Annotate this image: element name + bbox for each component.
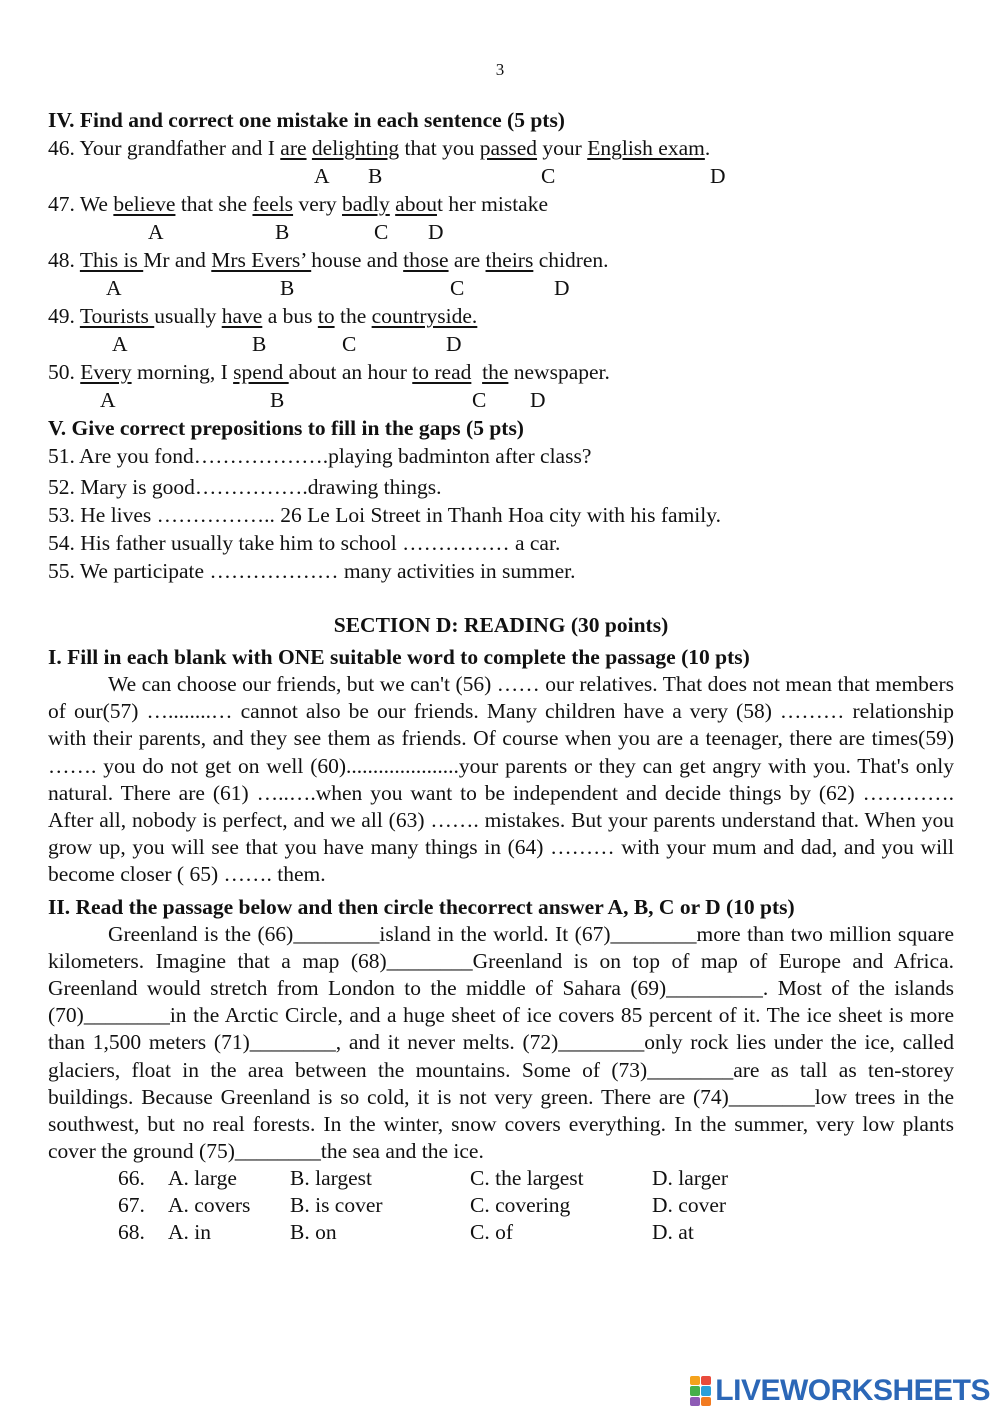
part4-heading: IV. Find and correct one mistake in each sentence (5 pts) xyxy=(48,108,565,132)
option-letter-b: B xyxy=(275,220,290,244)
option-letter-b: B xyxy=(368,164,383,188)
option-letter-a: A xyxy=(148,220,164,244)
option-d[interactable]: D. cover xyxy=(652,1193,727,1218)
question-49: 49. Tourists usually have a bus to the countryside. xyxy=(48,304,478,328)
option-a[interactable]: A. covers xyxy=(168,1193,251,1218)
option-a[interactable]: A. in xyxy=(168,1220,211,1245)
option-letter-b: B xyxy=(280,276,295,300)
option-letter-c: C xyxy=(450,276,465,300)
answer-options xyxy=(48,1165,954,1246)
question-50: 50. Every morning, I spend about an hour to read the newspaper. xyxy=(48,360,610,384)
reading-passage-1: We can choose our friends, but we can't (56) …… our relatives. That does not mean that members of our(57) …........… cannot also be our friends. Many children have a very (58) ……… relationship with their parents, and they see them as friends. Of course when you are a teenager, there are times(59) ……. you do not get on well (60).....................your parents or they can get angry with you. That's only natural. There are (61) …..….when you want to be independent and decide things by (62) …………. After all, nobody is perfect, and we all (63) ……. mistakes. But your parents understand that. When you grow up, you will see that you have many things in (64) ……… with your mum and dad, and you will become closer ( 65) ……. them. xyxy=(48,672,954,887)
option-letter-c: C xyxy=(342,332,357,356)
logo-tile xyxy=(690,1397,700,1406)
option-c[interactable]: C. of xyxy=(470,1220,513,1245)
options-row-68 xyxy=(48,1219,954,1246)
option-letter-d: D xyxy=(554,276,570,300)
underlined-c: badly xyxy=(342,192,390,216)
question-49-option-letters xyxy=(48,330,954,358)
option-a[interactable]: A. large xyxy=(168,1166,237,1191)
logo-tile xyxy=(690,1386,700,1395)
question-53: 53. He lives …………….. 26 Le Loi Street in Thanh Hoa city with his family. xyxy=(48,503,721,527)
question-number: 67. xyxy=(118,1193,145,1218)
question-47-option-letters xyxy=(48,218,954,246)
underlined-d: the xyxy=(482,360,509,384)
reading-passage-2: Greenland is the (66)________island in the world. It (67)________more than two million square kilometers. Imagine that a map (68)________Greenland is on top of map of Europe and Africa. Greenland would stretch from London to the middle of Sahara (69)_________. Most of the islands (70)________in the Arctic Circle, and a huge sheet of ice covers 85 percent of it. The ice sheet is more than 1,500 meters (71)________, and it never melts. (72)________only rock lies under the ice, called glaciers, float in the area between the mountains. Some of (73)________are as tall as ten-storey buildings. Because Greenland is so cold, it is not very green. There are (74)________low trees in the southwest, but no real forests. In the winter, snow covers everything. In the summer, very low plants cover the ground (75)________the sea and the ice. xyxy=(48,921,954,1164)
underlined-b: Mrs Evers’ xyxy=(211,248,312,272)
option-letter-c: C xyxy=(374,220,389,244)
underlined-d: English exam xyxy=(587,136,705,160)
underlined-c: those xyxy=(403,248,449,272)
logo-tiles-icon xyxy=(690,1376,711,1406)
option-letter-d: D xyxy=(428,220,444,244)
underlined-b: spend xyxy=(233,360,289,384)
option-letter-a: A xyxy=(314,164,330,188)
option-letter-a: A xyxy=(106,276,122,300)
option-c[interactable]: C. covering xyxy=(470,1193,571,1218)
option-letter-d: D xyxy=(446,332,462,356)
reading-part2-heading: II. Read the passage below and then circle thecorrect answer A, B, C or D (10 pts) xyxy=(48,894,795,919)
page-number: 3 xyxy=(495,60,505,79)
option-c[interactable]: C. the largest xyxy=(470,1166,584,1191)
question-47: 47. We believe that she feels very badly about her mistake xyxy=(48,192,549,216)
question-50-option-letters xyxy=(48,386,954,414)
question-number: 68. xyxy=(118,1220,145,1245)
logo-tile xyxy=(701,1386,711,1395)
underlined-d: abou xyxy=(395,192,437,216)
underlined-b: delighting xyxy=(311,136,400,160)
options-row-66 xyxy=(48,1165,954,1192)
question-54: 54. His father usually take him to school …………… a car. xyxy=(48,531,561,555)
option-letter-a: A xyxy=(112,332,128,356)
option-letter-a: A xyxy=(100,388,116,412)
underlined-a: Every xyxy=(80,360,132,384)
underlined-c: to read xyxy=(412,360,472,384)
underlined-a: are xyxy=(280,136,307,160)
option-letter-b: B xyxy=(252,332,267,356)
option-b[interactable]: B. on xyxy=(290,1220,337,1245)
option-letter-b: B xyxy=(270,388,285,412)
underlined-b: have xyxy=(221,304,263,328)
underlined-c: to xyxy=(317,304,335,328)
question-48-option-letters xyxy=(48,274,954,302)
question-46: 46. Your grandfather and I are delighting that you passed your English exam. xyxy=(48,136,711,160)
question-52: 52. Mary is good…………….drawing things. xyxy=(48,475,442,499)
logo-tile xyxy=(701,1397,711,1406)
underlined-c: passed xyxy=(479,136,538,160)
section-d-title: SECTION D: READING (30 points) xyxy=(333,613,669,637)
question-48: 48. This is Mr and Mrs Evers’ house and those are theirs chidren. xyxy=(48,248,609,272)
option-letter-c: C xyxy=(541,164,556,188)
logo-tile xyxy=(690,1376,700,1385)
part5-heading: V. Give correct prepositions to fill in the gaps (5 pts) xyxy=(48,416,524,440)
question-46-option-letters xyxy=(48,162,954,190)
logo-tile xyxy=(701,1376,711,1385)
liveworksheets-logo[interactable] xyxy=(690,1374,990,1408)
underlined-d: countryside. xyxy=(371,304,478,328)
option-letter-c: C xyxy=(472,388,487,412)
logo-text: LIVEWORKSHEETS xyxy=(715,1374,990,1407)
question-number: 66. xyxy=(118,1166,145,1191)
underlined-a: believe xyxy=(113,192,176,216)
underlined-a: This is xyxy=(79,248,144,272)
option-letter-d: D xyxy=(530,388,546,412)
underlined-a: Tourists xyxy=(79,304,155,328)
option-b[interactable]: B. is cover xyxy=(290,1193,383,1218)
option-d[interactable]: D. at xyxy=(652,1220,694,1245)
options-row-67 xyxy=(48,1192,954,1219)
underlined-b: feels xyxy=(252,192,294,216)
reading-part1-heading: I. Fill in each blank with ONE suitable word to complete the passage (10 pts) xyxy=(48,645,750,669)
worksheet-content xyxy=(48,106,954,1246)
question-55: 55. We participate ……………… many activities in summer. xyxy=(48,559,576,583)
option-b[interactable]: B. largest xyxy=(290,1166,373,1191)
option-d[interactable]: D. larger xyxy=(652,1166,729,1191)
question-51: 51. Are you fond……………….playing badminton after class? xyxy=(48,444,592,468)
option-letter-d: D xyxy=(710,164,726,188)
underlined-d: theirs xyxy=(485,248,534,272)
